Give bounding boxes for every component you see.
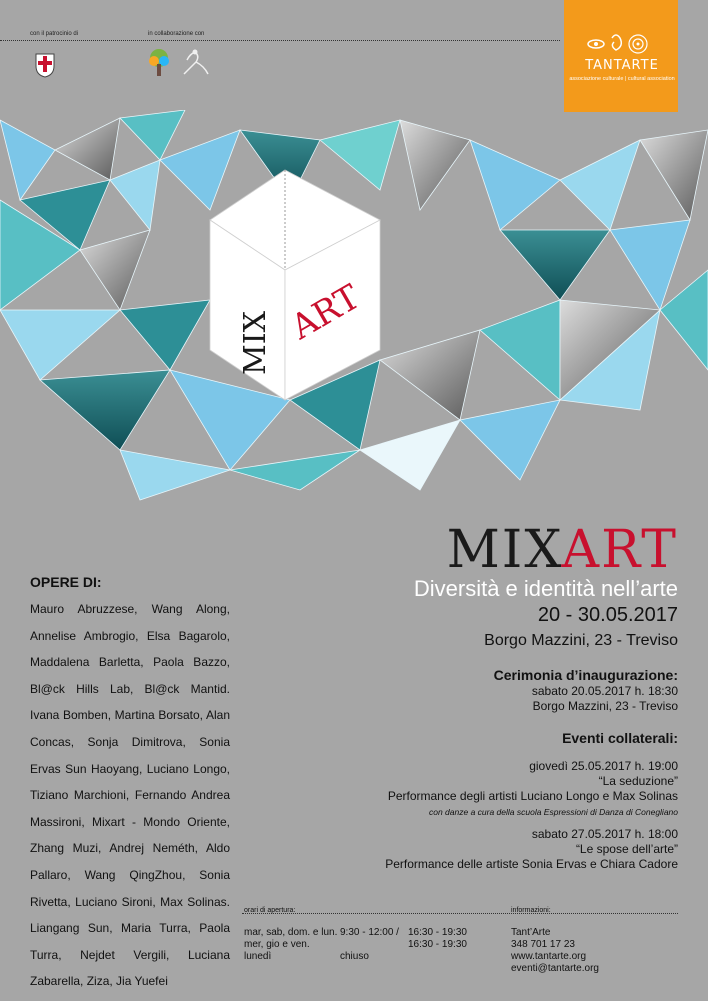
exhibition-dates: 20 - 30.05.2017 xyxy=(537,604,678,626)
inauguration-line2: Borgo Mazzini, 23 - Treviso xyxy=(532,699,678,713)
hours-row1-pm: 16:30 - 19:30 xyxy=(408,927,467,938)
hours-row1-am: 9:30 - 12:00 / xyxy=(340,927,399,938)
tree-logo-icon xyxy=(146,48,172,78)
collab-label: in collaborazione con xyxy=(148,31,205,37)
event-2-desc: Performance delle artiste Sonia Ervas e Chiara Cadore xyxy=(385,857,678,871)
event-1-title: “La seduzione” xyxy=(598,774,678,788)
event-1-desc: Performance degli artisti Luciano Longo e Max Solinas xyxy=(387,789,678,803)
title-art: ART xyxy=(561,520,678,580)
artists-heading: OPERE DI: xyxy=(30,574,102,590)
info-website-link[interactable]: www.tantarte.org xyxy=(511,951,587,962)
exhibition-place: Borgo Mazzini, 23 - Treviso xyxy=(484,632,678,649)
tantarte-mark-icon xyxy=(586,32,656,56)
event-2 xyxy=(385,827,678,872)
page-title xyxy=(446,520,678,580)
mixart-cube xyxy=(210,170,380,400)
event-2-date: sabato 27.05.2017 h. 18:00 xyxy=(531,827,678,841)
info-heading: informazioni: xyxy=(511,907,551,914)
header-rule xyxy=(0,40,560,41)
city-crest-icon xyxy=(34,50,56,78)
event-1 xyxy=(388,759,678,820)
tantarte-tagline: associazione culturale | cultural association xyxy=(569,76,675,82)
subtitle: Diversità e identità nell’arte xyxy=(413,576,678,601)
cube-mix-label: MIX xyxy=(238,311,273,375)
hours-heading: orari di apertura: xyxy=(244,907,296,914)
hours-row2-pm: 16:30 - 19:30 xyxy=(408,939,467,950)
footer-rule xyxy=(242,913,678,914)
info-email-link[interactable]: eventi@tantarte.org xyxy=(511,963,599,974)
event-1-note: con danze a cura della scuola Espressioni di Danza di Conegliano xyxy=(428,807,678,817)
patronage-label: con il patrocinio di xyxy=(30,31,79,37)
info-org: Tant’Arte xyxy=(511,927,551,938)
tantarte-name: TANTARTE xyxy=(585,58,659,73)
event-2-title: “Le spose dell’arte” xyxy=(575,842,678,856)
hours-row3-days: lunedì xyxy=(244,951,272,962)
dancer-logo-icon xyxy=(178,48,212,78)
events-heading: Eventi collaterali: xyxy=(562,730,678,746)
hours-row3-status: chiuso xyxy=(340,951,369,962)
event-1-date: giovedì 25.05.2017 h. 19:00 xyxy=(529,759,678,773)
artists-list: Mauro Abruzzese, Wang Along, Annelise Ambrogio, Elsa Bagarolo, Maddalena Barletta, Paola Bazzo, Bl@ck Hills Lab, Bl@ck Mantid. Ivana Bomben, Martina Borsato, Alan Concas, Sonja Dimitrova, Sonia Ervas Sun Haoyang, Luciano Longo, Tiziano Marchioni, Fernando Andrea Massironi, Mixart - Mondo Oriente, Zhang Muzi, Andrej Neméth, Aldo Pallaro, Wang QingZhou, Sonia Rivetta, Luciano Sironi, Max Solinas. Liangang Sun, Maria Turra, Paola Turra, Nejdet Vergili, Luciana Zabarella, Ziza, Jia Yuefei xyxy=(30,602,230,989)
cube-art-label: ART xyxy=(284,277,368,348)
hours-row1-days: mar, sab, dom. e lun. xyxy=(244,927,338,938)
geometric-artwork xyxy=(0,110,708,510)
tantarte-logo xyxy=(564,0,678,112)
title-mix: MIX xyxy=(446,520,562,580)
inauguration-section xyxy=(494,668,678,714)
events-heading-block xyxy=(562,731,678,747)
hours-row2-days: mer, gio e ven. xyxy=(244,939,310,950)
inauguration-heading: Cerimonia d’inaugurazione: xyxy=(493,667,678,683)
inauguration-line1: sabato 20.05.2017 h. 18:30 xyxy=(531,684,678,698)
info-phone: 348 701 17 23 xyxy=(511,939,575,950)
